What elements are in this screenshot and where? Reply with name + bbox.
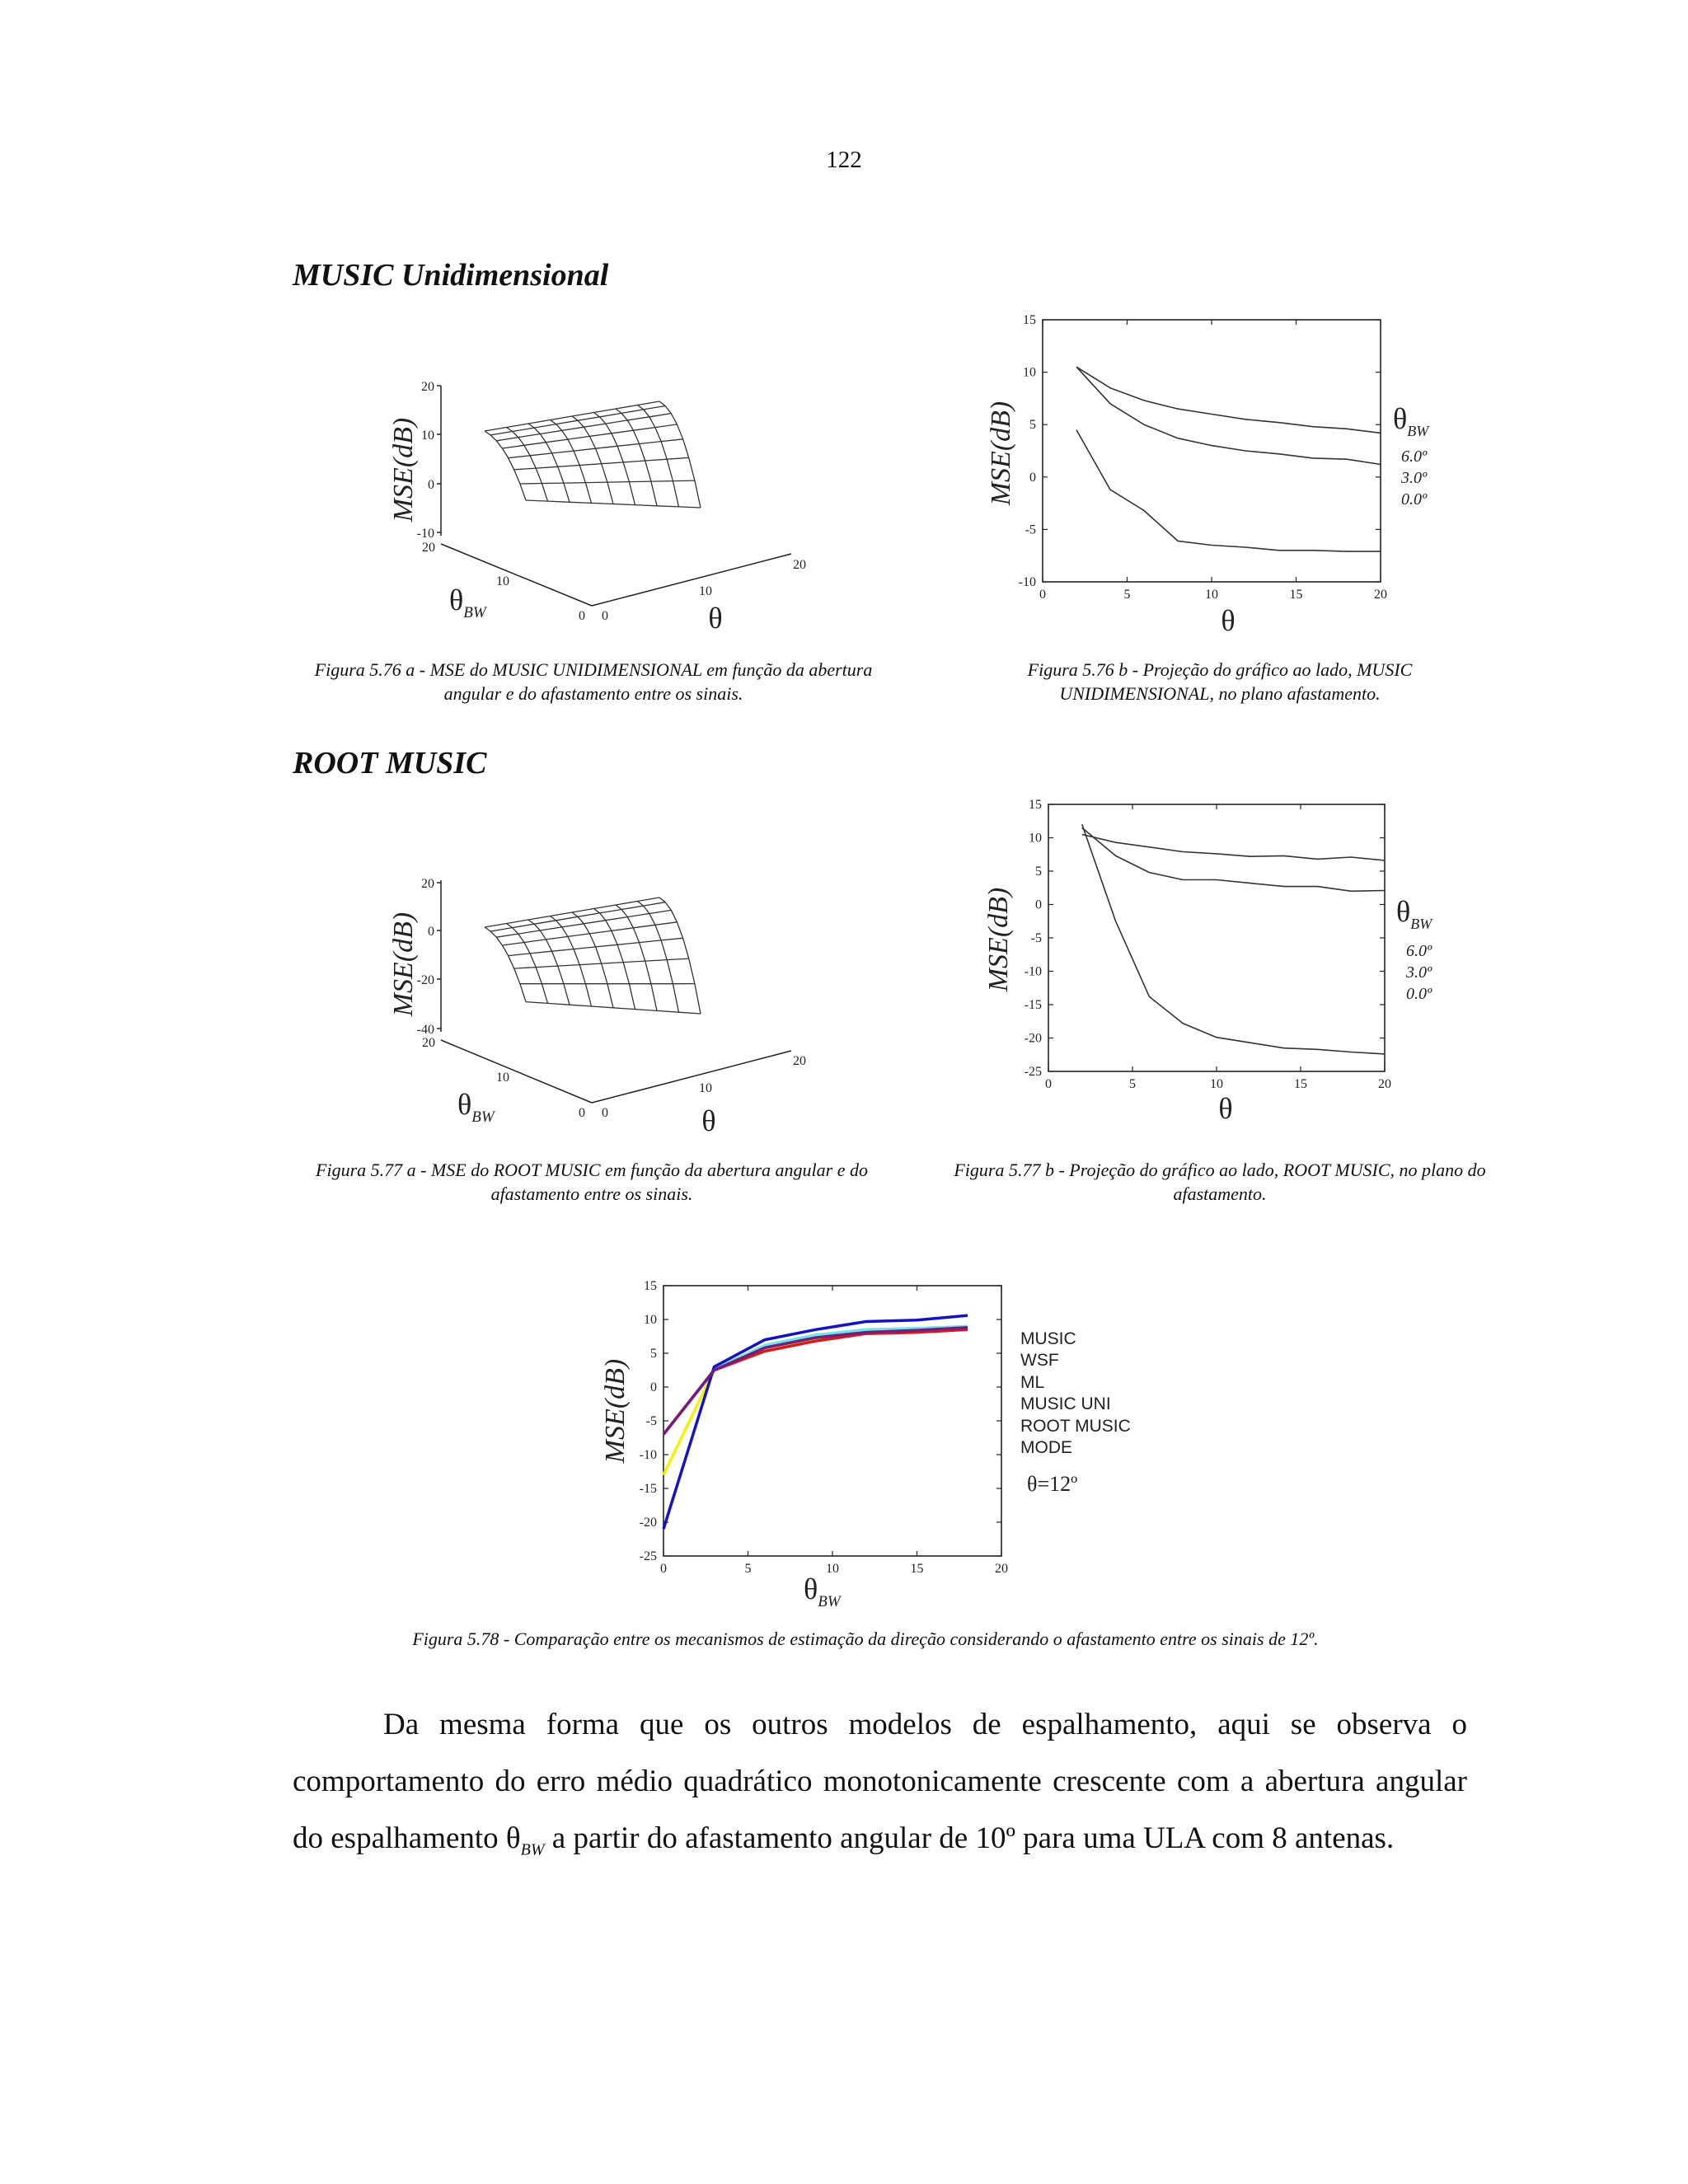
y-tick-label: 0 xyxy=(1029,470,1036,485)
legend-entry: 6.0º xyxy=(1406,942,1432,960)
theta-bw-subscript: BW xyxy=(818,1593,841,1610)
legend-entry: 3.0º xyxy=(1406,963,1432,982)
plot-frame xyxy=(1043,320,1381,582)
legend-entry-root-music: ROOT MUSIC xyxy=(1020,1417,1131,1436)
y-tick-label: -15 xyxy=(1024,998,1042,1012)
legend-entry: 0.0º xyxy=(1406,985,1432,1003)
mesh-line xyxy=(551,420,592,504)
figure-576a-surface xyxy=(363,363,824,643)
legend-entry: 0.0º xyxy=(1401,490,1428,509)
caption-figure-578: Figura 5.78 - Comparação entre os mecanismos de estimação da direção considerando o afastamento entre os sinais de 12º. xyxy=(412,1629,1319,1649)
series-line-6-0 xyxy=(1076,367,1381,433)
legend-entry-music: MUSIC xyxy=(1020,1329,1076,1348)
theta-bw-subscript: BW xyxy=(1407,423,1429,439)
theta-bw-symbol: θ xyxy=(1393,402,1408,435)
mesh-line xyxy=(485,927,526,1002)
x-tick-label: 20 xyxy=(793,558,806,572)
legend-entry: 3.0º xyxy=(1401,469,1428,487)
y-tick-label: -15 xyxy=(639,1482,657,1496)
x-tick-label: 0 xyxy=(602,609,608,623)
mesh-line xyxy=(507,924,548,1004)
caption-figure-576a: Figura 5.76 a - MSE do MUSIC UNIDIMENSIONAL em função da abertura angular e do afastamento entre os sinais. xyxy=(314,659,873,704)
y-tick-label: -5 xyxy=(1025,523,1036,537)
y-tick-label: -25 xyxy=(639,1549,657,1563)
x-tick-label: 15 xyxy=(910,1562,924,1576)
caption-figure-577b: Figura 5.77 b - Projeção do gráfico ao lado, ROOT MUSIC, no plano do afastamento. xyxy=(954,1160,1486,1204)
y-tick-label: -5 xyxy=(645,1414,657,1428)
x-tick-label: 10 xyxy=(699,1081,712,1095)
body-text-part1: Da mesma forma que os outros modelos de espalhamento, aqui se observa o comportamento do erro médio quadrático monotonicamente crescente com a abertura angular do espalhamento θ xyxy=(293,1708,1467,1855)
x-tick-label: 0 xyxy=(1045,1077,1052,1091)
page-number: 122 xyxy=(826,147,862,173)
x-tick-label: 15 xyxy=(1289,588,1303,602)
legend-entry: 6.0º xyxy=(1401,448,1428,466)
theta-bw-symbol: θ xyxy=(804,1572,818,1605)
series-line-music xyxy=(663,1329,968,1475)
y-tick-label: 20 xyxy=(422,1036,435,1050)
series-line-0-0 xyxy=(1082,824,1385,1054)
z-tick-label: 20 xyxy=(421,380,434,394)
x-tick-label: 0 xyxy=(660,1562,667,1576)
legend-entry-music-uni: MUSIC UNI xyxy=(1020,1394,1111,1413)
z-tick-label: 0 xyxy=(428,478,434,492)
y-tick-label: 15 xyxy=(1029,798,1042,812)
z-tick-label: 0 xyxy=(428,925,434,939)
y-tick-label: -25 xyxy=(1024,1065,1042,1079)
x-tick-label: 0 xyxy=(602,1106,608,1120)
chart-annotation: θ=12º xyxy=(1027,1472,1078,1496)
body-text-subscript: BW xyxy=(520,1840,545,1859)
x-tick-label: 5 xyxy=(744,1562,752,1576)
x-tick-label: 20 xyxy=(995,1562,1008,1576)
z-axis xyxy=(417,380,441,541)
x-tick-label: 10 xyxy=(1210,1077,1223,1091)
y-axis-label xyxy=(457,1088,496,1126)
caption-figure-577a: Figura 5.77 a - MSE do ROOT MUSIC em função da abertura angular e do afastamento entre os sinais. xyxy=(316,1160,868,1204)
theta-bw-symbol: θ xyxy=(1396,895,1411,928)
x-tick-label: 10 xyxy=(826,1562,839,1576)
y-axis-label: MSE(dB) xyxy=(986,401,1016,506)
mesh-line xyxy=(485,431,526,500)
y-axis-label: MSE(dB) xyxy=(600,1358,631,1464)
z-tick-label: -10 xyxy=(416,527,434,541)
legend-entry-mode: MODE xyxy=(1020,1438,1072,1457)
figure-578-comparison-chart xyxy=(593,1273,1170,1619)
y-tick-label: 10 xyxy=(644,1313,657,1327)
plot-frame xyxy=(1048,804,1385,1071)
theta-bw-symbol: θ xyxy=(457,1088,472,1121)
z-axis xyxy=(417,877,441,1037)
y-tick-label: 5 xyxy=(1029,418,1036,433)
legend xyxy=(1020,1329,1131,1457)
surface-mesh xyxy=(485,898,701,1014)
series-line-6-0 xyxy=(1082,835,1385,861)
x-tick-label: 20 xyxy=(1374,588,1387,602)
legend-entry-wsf: WSF xyxy=(1020,1351,1059,1370)
surface-mesh xyxy=(485,401,701,508)
y-axis-label xyxy=(449,583,488,621)
x-tick-label: 0 xyxy=(1039,588,1046,602)
y-tick-label: 5 xyxy=(1035,865,1042,879)
x-tick-label: 20 xyxy=(1378,1077,1391,1091)
theta-bw-subscript: BW xyxy=(1410,916,1432,932)
y-tick-label: -20 xyxy=(639,1516,657,1530)
z-tick-label: -20 xyxy=(416,973,434,987)
y-tick-label: 5 xyxy=(650,1347,657,1361)
theta-bw-subscript: BW xyxy=(471,1108,495,1126)
x-tick-label: 15 xyxy=(1294,1077,1307,1091)
y-tick-label: -10 xyxy=(639,1448,657,1462)
mesh-line xyxy=(528,424,570,502)
y-tick-label: -20 xyxy=(1024,1031,1042,1046)
y-tick-label: 20 xyxy=(422,541,435,555)
y-tick-label: -10 xyxy=(1018,575,1036,589)
z-axis-label: MSE(dB) xyxy=(388,912,419,1017)
base-axes xyxy=(422,1036,806,1120)
x-axis-label xyxy=(804,1572,842,1610)
y-tick-label: 10 xyxy=(1029,831,1042,846)
x-tick-label: 10 xyxy=(699,584,712,598)
x-tick-label: 5 xyxy=(1129,1077,1136,1091)
series-line-root-music xyxy=(663,1315,968,1529)
figure-577b-line-chart xyxy=(981,791,1459,1129)
x-tick-label: 5 xyxy=(1123,588,1131,602)
y-tick-label: 10 xyxy=(496,1071,509,1085)
x-axis-label: θ xyxy=(1218,1092,1233,1125)
y-tick-label: 0 xyxy=(650,1380,657,1394)
legend-entry-ml: ML xyxy=(1020,1373,1045,1392)
legend-title xyxy=(1393,402,1430,439)
z-tick-label: -40 xyxy=(416,1023,434,1037)
y-tick-label: -5 xyxy=(1030,931,1042,945)
mesh-line xyxy=(528,920,570,1005)
section-title-root-music: ROOT MUSIC xyxy=(293,746,487,780)
figure-576b-line-chart xyxy=(981,305,1459,643)
x-axis-label: θ xyxy=(1221,604,1236,637)
z-axis-label: MSE(dB) xyxy=(388,417,419,523)
x-axis-label: θ xyxy=(708,602,723,635)
y-tick-label: 0 xyxy=(579,609,585,623)
y-tick-label: 15 xyxy=(1023,313,1036,327)
theta-bw-symbol: θ xyxy=(449,583,464,616)
body-text-part2: a partir do afastamento angular de 10º para uma ULA com 8 antenas. xyxy=(544,1821,1395,1855)
y-tick-label: 15 xyxy=(644,1279,657,1293)
section-title-music-unidimensional: MUSIC Unidimensional xyxy=(293,258,609,293)
series-line-3-0 xyxy=(1082,827,1385,891)
x-tick-label: 10 xyxy=(1205,588,1218,602)
x-axis-label: θ xyxy=(701,1104,716,1137)
series-line-3-0 xyxy=(1076,367,1381,464)
y-tick-label: 10 xyxy=(496,574,509,588)
y-axis-label: MSE(dB) xyxy=(983,887,1014,992)
y-tick-label: 10 xyxy=(1023,365,1036,380)
mesh-line xyxy=(572,416,613,504)
y-tick-label: 0 xyxy=(1035,898,1042,912)
x-tick-label: 20 xyxy=(793,1054,806,1068)
y-tick-label: 0 xyxy=(579,1106,585,1120)
z-tick-label: 20 xyxy=(421,877,434,891)
body-paragraph xyxy=(293,1696,1467,1878)
theta-bw-subscript: BW xyxy=(463,604,486,621)
legend-title xyxy=(1396,895,1433,932)
z-tick-label: 10 xyxy=(421,429,434,443)
caption-figure-576b: Figura 5.76 b - Projeção do gráfico ao lado, MUSIC UNIDIMENSIONAL, no plano afastamento. xyxy=(1027,659,1413,704)
y-tick-label: -10 xyxy=(1024,964,1042,979)
figure-577a-surface xyxy=(363,849,824,1137)
